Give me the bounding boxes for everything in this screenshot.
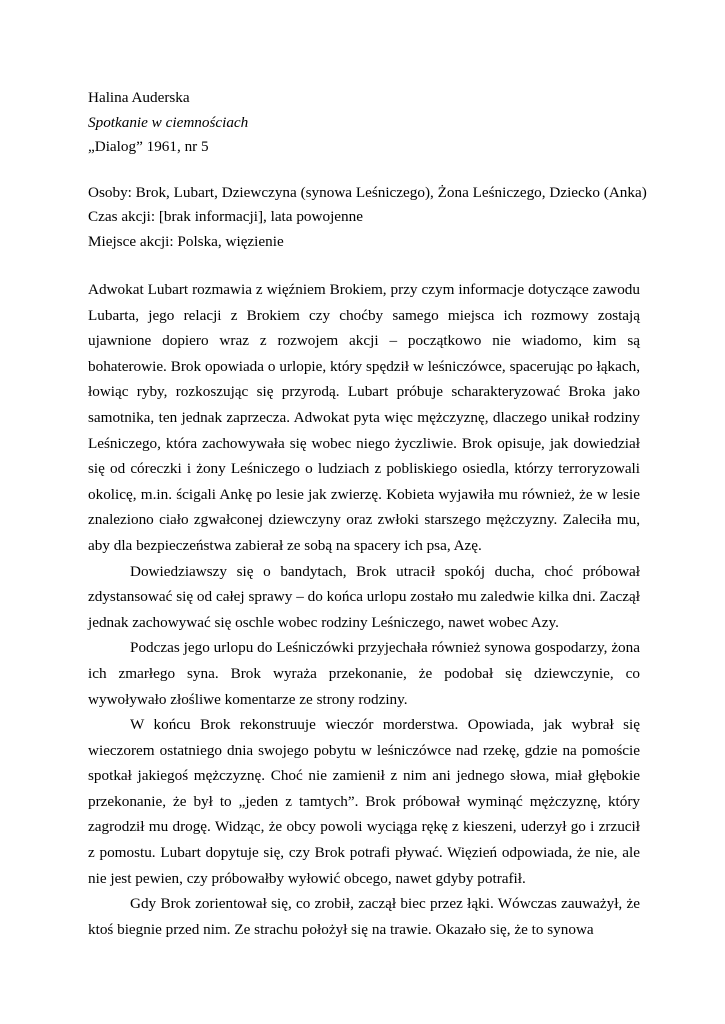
publication-source: „Dialog” 1961, nr 5 <box>88 138 209 155</box>
summary-paragraph: Adwokat Lubart rozmawia z więźniem Brokiem, przy czym informacje dotyczące zawodu Lubarta, jego relacji z Brokiem czy choćby samego miejsca ich rozmowy zostają ujawnione dopiero wraz z rozwojem akcji – początkowo nie wiadomo, kim są bohaterowie. Brok opowiada o urlopie, który spędził w leśniczówce, spacerując po łąkach, łowiąc ryby, rozkoszując się przyrodą. Lubart próbuje scharakteryzować Broka jako samotnika, ten jednak zaprzecza. Adwokat pyta więc mężczyznę, dlaczego unikał rodziny Leśniczego, która zachowywała się wobec niego życzliwie. Brok opisuje, jak dowiedział się od córeczki i żony Leśniczego o ludziach z pobliskiego osiedla, którzy terroryzowali okolicę, m.in. ścigali Ankę po lesie jak zwierzę. Kobieta wyjawiła mu również, że w lesie znaleziono ciało zgwałconej dziewczyny oraz zwłoki starszego mężczyzny. Zaleciła mu, aby dla bezpieczeństwa zabierał ze sobą na spacery ich psa, Azę. <box>88 281 640 554</box>
summary-paragraph: W końcu Brok rekonstruuje wieczór morderstwa. Opowiada, jak wybrał się wieczorem ostatniego dnia swojego pobytu w leśniczówce nad rzekę, gdzie na pomoście spotkał jakiegoś mężczyznę. Choć nie zamienił z nim ani jednego słowa, miał głębokie przekonanie, że był to „jeden z tamtych”. Brok próbował wyminąć mężczyznę, który zagrodził mu drogę. Widząc, że obcy powoli wyciąga rękę z kieszeni, uderzył go i zrzucił z pomostu. Lubart dopytuje się, czy Brok potrafi pływać. Więzień odpowiada, że nie, ale nie jest pewien, czy próbowałby wyłowić obcego, nawet gdyby potrafił. <box>88 716 640 887</box>
summary-paragraph: Podczas jego urlopu do Leśniczówki przyjechała również synowa gospodarzy, żona ich zmarłego syna. Brok wyraża przekonanie, że podobał się dziewczynie, co wywoływało złośliwe komentarze ze strony rodziny. <box>88 639 640 708</box>
summary-paragraph: Dowiedziawszy się o bandytach, Brok utracił spokój ducha, choć próbował zdystansować się od całej sprawy – do końca urlopu zostało mu zaledwie kilka dni. Zaczął jednak zachowywać się oschle wobec rodziny Leśniczego, nawet wobec Azy. <box>88 562 640 631</box>
work-title: Spotkanie w ciemnościach <box>88 113 249 131</box>
time-line: Czas akcji: [brak informacji], lata powojenne <box>88 208 363 225</box>
summary-paragraph: Gdy Brok zorientował się, co zrobił, zaczął biec przez łąki. Wówczas zauważył, że ktoś biegnie przed nim. Ze strachu położył się na trawie. Okazało się, że to synowa <box>88 895 640 938</box>
author-name: Halina Auderska <box>88 89 190 106</box>
document-page <box>88 86 647 942</box>
characters-line: Osoby: Brok, Lubart, Dziewczyna (synowa Leśniczego), Żona Leśniczego, Dziecko (Anka) <box>88 183 647 201</box>
spacer <box>88 254 640 277</box>
spacer <box>88 160 640 181</box>
place-line: Miejsce akcji: Polska, więzienie <box>88 232 284 250</box>
